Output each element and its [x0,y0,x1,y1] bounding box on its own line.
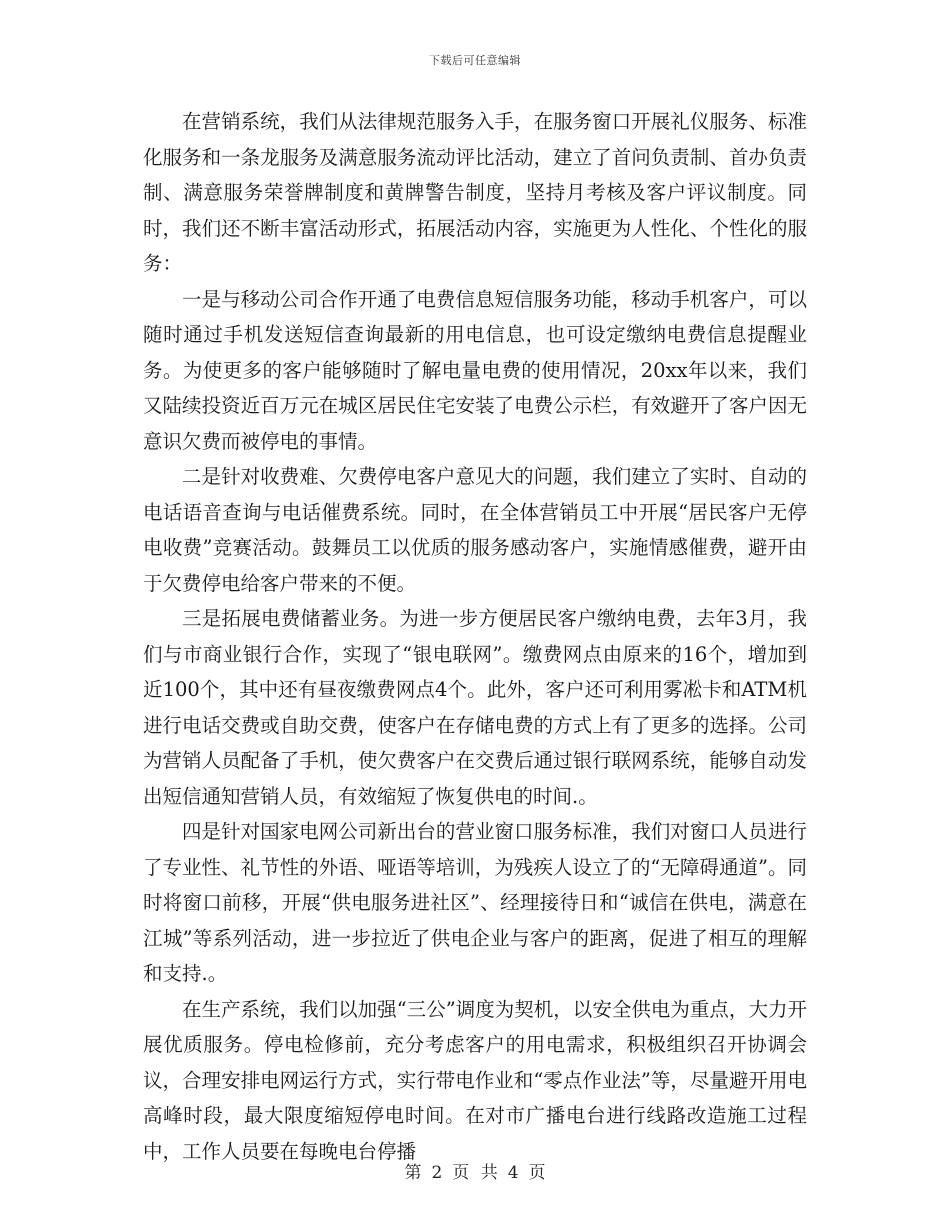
footer-page-number: 2 [431,1163,443,1183]
paragraph-sms-service: 一是与移动公司合作开通了电费信息短信服务功能，移动手机客户，可以随时通过手机发送短信查询最新的用电信息，也可设定缴纳电费信息提醒业务。为使更多的客户能够随时了解电量电费的使用情况，20xx年以来，我们又陆续投资近百万元在城区居民住宅安装了电费公示栏，有效避开了客户因无意识欠费而被停电的事情。 [143,287,807,453]
paragraph-savings-business: 三是拓展电费储蓄业务。为进一步方便居民客户缴纳电费，去年3月，我们与市商业银行合作，实现了“银电联网”。缴费网点由原来的16个，增加到近100个，其中还有昼夜缴费网点4个。此外，客户还可利用雾凇卡和ATM机进行电话交费或自助交费，使客户在存储电费的方式上有了更多的选择。公司为营销人员配备了手机，使欠费客户在交费后通过银行联网系统，能够自动发出短信通知营销人员，有效缩短了恢复供电的时间.。 [143,607,807,808]
paragraph-phone-system: 二是针对收费难、欠费停电客户意见大的问题，我们建立了实时、自动的电话语音查询与电话催费系统。同时，在全体营销员工中开展“居民客户无停电收费”竞赛活动。鼓舞员工以优质的服务感动客户，实施情感催费，避开由于欠费停电给客户带来的不便。 [143,465,807,595]
page-header [0,52,950,68]
footer-middle: 页 共 [452,1163,498,1183]
header-note: 下载后可任意编辑 [429,54,521,67]
footer-suffix: 页 [528,1163,546,1183]
page-footer [0,1158,950,1183]
footer-prefix: 第 [404,1163,422,1183]
footer-total-pages: 4 [507,1163,519,1183]
paragraph-production-system: 在生产系统，我们以加强“三公”调度为契机，以安全供电为重点，大力开展优质服务。停电检修前，充分考虑客户的用电需求，积极组织召开协调会议，合理安排电网运行方式，实行带电作业和“零点作业法”等，尽量避开用电高峰时段，最大限度缩短停电时间。在对市广播电台进行线路改造施工过程中，工作人员要在每晚电台停播 [143,997,807,1163]
paragraph-marketing-system: 在营销系统，我们从法律规范服务入手，在服务窗口开展礼仪服务、标准化服务和一条龙服务及满意服务流动评比活动，建立了首问负责制、首办负责制、满意服务荣誉牌制度和黄牌警告制度，坚持月考核及客户评议制度。同时，我们还不断丰富活动形式，拓展活动内容，实施更为人性化、个性化的服务： [143,110,807,275]
document-body [143,104,807,1169]
paragraph-window-standard: 四是针对国家电网公司新出台的营业窗口服务标准，我们对窗口人员进行了专业性、礼节性的外语、哑语等培训，为残疾人设立了的“无障碍通道”。同时将窗口前移，开展“供电服务进社区”、经理接待日和“诚信在供电，满意在江城”等系列活动，进一步拉近了供电企业与客户的距离，促进了相互的理解和支持.。 [143,820,807,985]
